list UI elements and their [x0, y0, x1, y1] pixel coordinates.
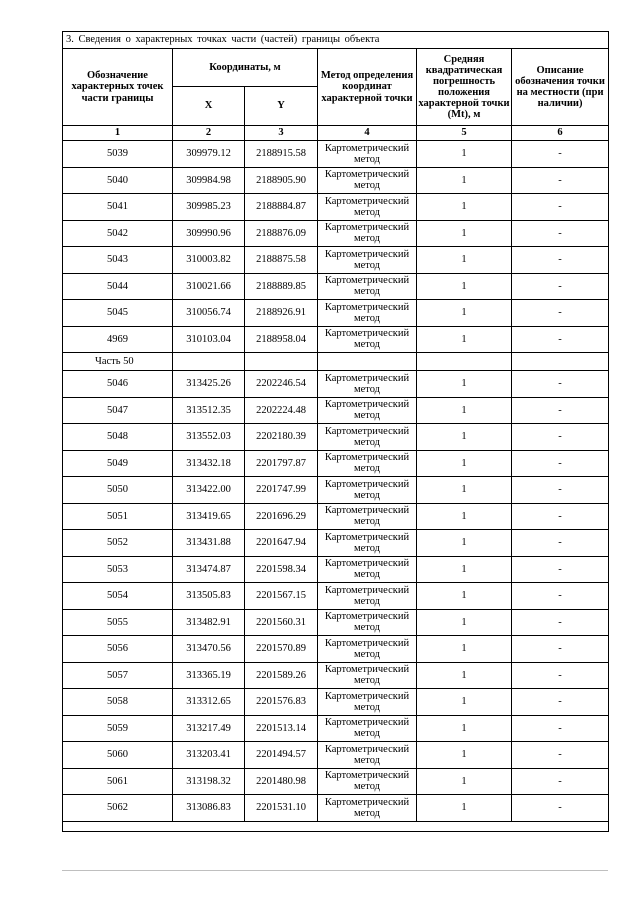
column-number: 5: [417, 126, 512, 141]
coord-x: 313419.65: [173, 503, 245, 530]
method-line-2: метод: [353, 339, 381, 351]
method: [318, 247, 417, 274]
method-line-2: метод: [353, 286, 381, 298]
point-description: -: [512, 768, 609, 795]
coord-y: 2201576.83: [245, 689, 318, 716]
table-row: [63, 397, 609, 424]
method-line-1: Картометрический: [324, 222, 410, 234]
accuracy-mt: 1: [417, 371, 512, 398]
method-line-2: метод: [353, 383, 381, 395]
coord-x: 310021.66: [173, 273, 245, 300]
point-id: 5047: [63, 397, 173, 424]
accuracy-mt: 1: [417, 556, 512, 583]
coord-y: 2201570.89: [245, 636, 318, 663]
method: [318, 715, 417, 742]
point-description: -: [512, 583, 609, 610]
method: [318, 273, 417, 300]
point-id: 4969: [63, 326, 173, 353]
coord-y: 2188889.85: [245, 273, 318, 300]
accuracy-mt: 1: [417, 530, 512, 557]
coord-y: 2202224.48: [245, 397, 318, 424]
accuracy-mt: 1: [417, 424, 512, 451]
method: [318, 326, 417, 353]
accuracy-mt: 1: [417, 300, 512, 327]
point-description: -: [512, 326, 609, 353]
point-id: 5039: [63, 141, 173, 168]
method-line-1: Картометрический: [324, 690, 410, 702]
coord-y: 2201480.98: [245, 768, 318, 795]
point-description: -: [512, 556, 609, 583]
accuracy-mt: 1: [417, 609, 512, 636]
method-line-1: Картометрический: [324, 796, 410, 808]
point-id: 5055: [63, 609, 173, 636]
point-id: 5041: [63, 194, 173, 221]
point-id: 5056: [63, 636, 173, 663]
accuracy-mt: 1: [417, 220, 512, 247]
point-description: -: [512, 273, 609, 300]
accuracy-mt: 1: [417, 273, 512, 300]
coord-x: 313312.65: [173, 689, 245, 716]
point-description: -: [512, 167, 609, 194]
coord-y: 2188958.04: [245, 326, 318, 353]
method-line-2: метод: [353, 569, 381, 581]
point-id: 5061: [63, 768, 173, 795]
empty-cell: [245, 353, 318, 371]
part-label: Часть 50: [63, 353, 173, 371]
coord-x: 310103.04: [173, 326, 245, 353]
coord-x: 313470.56: [173, 636, 245, 663]
method: [318, 556, 417, 583]
coord-x: 310003.82: [173, 247, 245, 274]
table-row: [63, 530, 609, 557]
table-row: [63, 583, 609, 610]
coord-x: 310056.74: [173, 300, 245, 327]
point-description: -: [512, 300, 609, 327]
method: [318, 300, 417, 327]
coord-x: 313505.83: [173, 583, 245, 610]
method-line-1: Картометрический: [324, 275, 410, 287]
table-row: [63, 273, 609, 300]
coord-x: 313198.32: [173, 768, 245, 795]
point-id: 5053: [63, 556, 173, 583]
point-description: -: [512, 715, 609, 742]
table-row: [63, 371, 609, 398]
method-line-1: Картометрический: [324, 452, 410, 464]
method: [318, 194, 417, 221]
point-description: -: [512, 530, 609, 557]
table-row: [63, 795, 609, 822]
point-id: 5060: [63, 742, 173, 769]
method-line-2: метод: [353, 675, 381, 687]
method-line-1: Картометрический: [324, 195, 410, 207]
coord-x: 313474.87: [173, 556, 245, 583]
accuracy-mt: 1: [417, 397, 512, 424]
accuracy-mt: 1: [417, 742, 512, 769]
method-line-2: метод: [353, 489, 381, 501]
method-line-2: метод: [353, 648, 381, 660]
point-id: 5054: [63, 583, 173, 610]
method-line-1: Картометрический: [324, 743, 410, 755]
table-row: [63, 326, 609, 353]
method-line-1: Картометрический: [324, 531, 410, 543]
accuracy-mt: 1: [417, 583, 512, 610]
coord-y: 2201598.34: [245, 556, 318, 583]
method: [318, 477, 417, 504]
coord-y: 2201513.14: [245, 715, 318, 742]
method: [318, 503, 417, 530]
point-id: 5042: [63, 220, 173, 247]
header-accuracy: Средняя квадратическая погрешность положения характерной точки (Mt), м: [417, 49, 512, 126]
method-line-1: Картометрический: [324, 664, 410, 676]
page-bottom-rule: [62, 870, 608, 871]
point-description: -: [512, 689, 609, 716]
accuracy-mt: 1: [417, 715, 512, 742]
point-description: -: [512, 662, 609, 689]
coord-x: 313512.35: [173, 397, 245, 424]
method: [318, 141, 417, 168]
method-line-2: метод: [353, 542, 381, 554]
method-line-2: метод: [353, 595, 381, 607]
coord-y: 2201560.31: [245, 609, 318, 636]
method-line-1: Картометрический: [324, 399, 410, 411]
table-row: [63, 194, 609, 221]
characteristic-points-table: [62, 31, 609, 832]
table-row: [63, 141, 609, 168]
part-50-rows: [63, 371, 609, 822]
point-description: -: [512, 371, 609, 398]
point-description: -: [512, 141, 609, 168]
method-line-2: метод: [353, 516, 381, 528]
accuracy-mt: 1: [417, 662, 512, 689]
method: [318, 397, 417, 424]
point-description: -: [512, 503, 609, 530]
method: [318, 167, 417, 194]
method-line-1: Картометрический: [324, 372, 410, 384]
method: [318, 662, 417, 689]
method-line-2: метод: [353, 312, 381, 324]
point-description: -: [512, 477, 609, 504]
point-description: -: [512, 194, 609, 221]
method-line-1: Картометрический: [324, 142, 410, 154]
method-line-2: метод: [353, 463, 381, 475]
table-row: [63, 220, 609, 247]
coord-y: 2188876.09: [245, 220, 318, 247]
point-id: 5045: [63, 300, 173, 327]
method-line-2: метод: [353, 259, 381, 271]
document-page: [62, 31, 608, 832]
table-row: [63, 300, 609, 327]
method-line-1: Картометрический: [324, 584, 410, 596]
point-id: 5046: [63, 371, 173, 398]
table-row: [63, 556, 609, 583]
point-description: -: [512, 450, 609, 477]
table-row: [63, 715, 609, 742]
table-row: [63, 424, 609, 451]
method: [318, 220, 417, 247]
table-row: [63, 503, 609, 530]
coord-x: 313217.49: [173, 715, 245, 742]
method-line-1: Картометрический: [324, 505, 410, 517]
coord-y: 2201567.15: [245, 583, 318, 610]
part-49-rows: [63, 141, 609, 353]
method-line-2: метод: [353, 180, 381, 192]
table-row: [63, 662, 609, 689]
table-end: [63, 821, 609, 831]
column-number: 4: [318, 126, 417, 141]
method: [318, 583, 417, 610]
point-description: -: [512, 795, 609, 822]
method: [318, 689, 417, 716]
coord-y: 2188926.91: [245, 300, 318, 327]
coord-x: 313365.19: [173, 662, 245, 689]
coord-y: 2201696.29: [245, 503, 318, 530]
accuracy-mt: 1: [417, 450, 512, 477]
point-id: 5048: [63, 424, 173, 451]
accuracy-mt: 1: [417, 689, 512, 716]
method-line-2: метод: [353, 622, 381, 634]
method: [318, 371, 417, 398]
coord-x: 309985.23: [173, 194, 245, 221]
method-line-1: Картометрический: [324, 169, 410, 181]
method-line-2: метод: [353, 206, 381, 218]
table-row: [63, 247, 609, 274]
column-number: 2: [173, 126, 245, 141]
accuracy-mt: 1: [417, 167, 512, 194]
accuracy-mt: 1: [417, 247, 512, 274]
coord-y: 2201797.87: [245, 450, 318, 477]
method-line-1: Картометрический: [324, 558, 410, 570]
accuracy-mt: 1: [417, 795, 512, 822]
table-row: [63, 477, 609, 504]
point-id: 5044: [63, 273, 173, 300]
part-label-row: [63, 353, 609, 371]
point-description: -: [512, 424, 609, 451]
section-title: 3. Сведения о характерных точках части (частей) границы объекта: [63, 32, 609, 49]
table-row: [63, 636, 609, 663]
point-description: -: [512, 609, 609, 636]
method-line-2: метод: [353, 701, 381, 713]
point-description: -: [512, 636, 609, 663]
method-line-1: Картометрический: [324, 301, 410, 313]
method-line-2: метод: [353, 754, 381, 766]
method: [318, 609, 417, 636]
method-line-1: Картометрический: [324, 637, 410, 649]
method-line-1: Картометрический: [324, 328, 410, 340]
method-line-2: метод: [353, 728, 381, 740]
point-id: 5050: [63, 477, 173, 504]
header-description: Описание обозначения точки на местности (при наличии): [512, 49, 609, 126]
table-row: [63, 167, 609, 194]
coord-y: 2188875.58: [245, 247, 318, 274]
coord-y: 2188884.87: [245, 194, 318, 221]
method: [318, 450, 417, 477]
header-y: Y: [245, 87, 318, 126]
point-id: 5051: [63, 503, 173, 530]
method-line-2: метод: [353, 436, 381, 448]
point-id: 5043: [63, 247, 173, 274]
coord-x: 309990.96: [173, 220, 245, 247]
point-description: -: [512, 247, 609, 274]
header-method: Метод определения координат характерной точки: [318, 49, 417, 126]
header-coordinates: Координаты, м: [173, 49, 318, 87]
method: [318, 795, 417, 822]
method: [318, 742, 417, 769]
method-line-1: Картометрический: [324, 425, 410, 437]
coord-x: 313086.83: [173, 795, 245, 822]
table-row: [63, 450, 609, 477]
blank-row: [63, 821, 609, 831]
point-description: -: [512, 742, 609, 769]
method-line-2: метод: [353, 807, 381, 819]
coord-y: 2202246.54: [245, 371, 318, 398]
coord-x: 313425.26: [173, 371, 245, 398]
part-50-header: [63, 353, 609, 371]
point-id: 5052: [63, 530, 173, 557]
point-description: -: [512, 220, 609, 247]
coord-x: 313482.91: [173, 609, 245, 636]
point-id: 5049: [63, 450, 173, 477]
method-line-1: Картометрический: [324, 611, 410, 623]
coord-y: 2188905.90: [245, 167, 318, 194]
empty-cell: [63, 821, 609, 831]
method-line-2: метод: [353, 153, 381, 165]
accuracy-mt: 1: [417, 141, 512, 168]
table-row: [63, 768, 609, 795]
method: [318, 424, 417, 451]
point-id: 5040: [63, 167, 173, 194]
accuracy-mt: 1: [417, 503, 512, 530]
method: [318, 768, 417, 795]
empty-cell: [173, 353, 245, 371]
accuracy-mt: 1: [417, 477, 512, 504]
coord-y: 2188915.58: [245, 141, 318, 168]
accuracy-mt: 1: [417, 636, 512, 663]
method-line-1: Картометрический: [324, 478, 410, 490]
coord-y: 2201647.94: [245, 530, 318, 557]
table-row: [63, 689, 609, 716]
coord-y: 2202180.39: [245, 424, 318, 451]
coord-x: 313422.00: [173, 477, 245, 504]
coord-y: 2201747.99: [245, 477, 318, 504]
coord-x: 309979.12: [173, 141, 245, 168]
coord-y: 2201589.26: [245, 662, 318, 689]
method-line-1: Картометрический: [324, 770, 410, 782]
column-number: 6: [512, 126, 609, 141]
coord-x: 309984.98: [173, 167, 245, 194]
method-line-1: Картометрический: [324, 717, 410, 729]
method-line-2: метод: [353, 410, 381, 422]
accuracy-mt: 1: [417, 768, 512, 795]
empty-cell: [318, 353, 417, 371]
coord-y: 2201494.57: [245, 742, 318, 769]
method-line-2: метод: [353, 781, 381, 793]
coord-x: 313431.88: [173, 530, 245, 557]
table-row: [63, 609, 609, 636]
coord-y: 2201531.10: [245, 795, 318, 822]
header-designation: Обозначение характерных точек части границы: [63, 49, 173, 126]
empty-cell: [417, 353, 512, 371]
coord-x: 313552.03: [173, 424, 245, 451]
header-x: X: [173, 87, 245, 126]
point-id: 5062: [63, 795, 173, 822]
accuracy-mt: 1: [417, 326, 512, 353]
coord-x: 313203.41: [173, 742, 245, 769]
method-line-2: метод: [353, 233, 381, 245]
point-id: 5059: [63, 715, 173, 742]
method: [318, 636, 417, 663]
method: [318, 530, 417, 557]
point-id: 5058: [63, 689, 173, 716]
coord-x: 313432.18: [173, 450, 245, 477]
column-number: 1: [63, 126, 173, 141]
table-row: [63, 742, 609, 769]
point-description: -: [512, 397, 609, 424]
method-line-1: Картометрический: [324, 248, 410, 260]
accuracy-mt: 1: [417, 194, 512, 221]
column-number: 3: [245, 126, 318, 141]
point-id: 5057: [63, 662, 173, 689]
empty-cell: [512, 353, 609, 371]
